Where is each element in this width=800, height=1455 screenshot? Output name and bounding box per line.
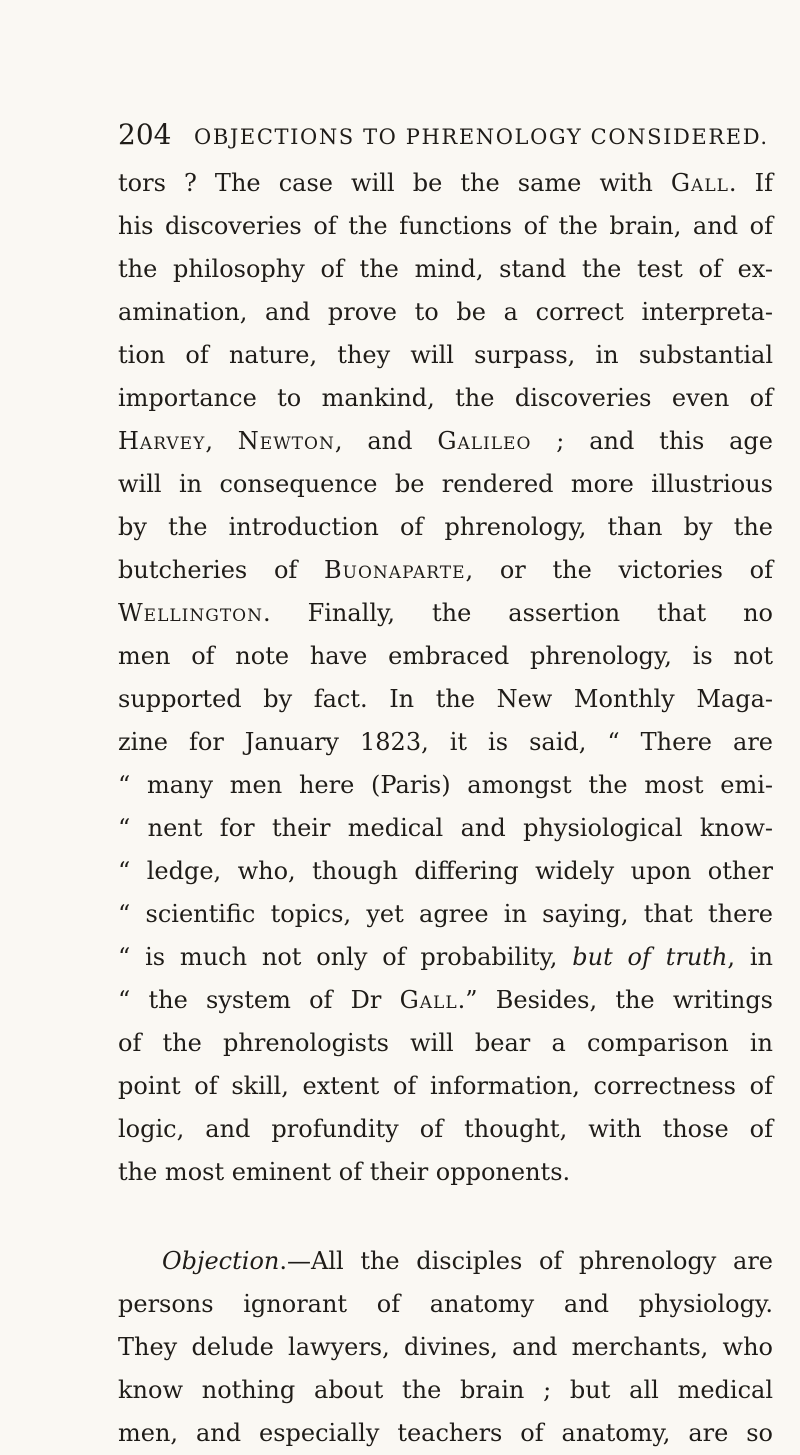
text-line: Harvey, Newton, and Galileo ; and this age (118, 427, 773, 455)
page-number: 204 (118, 118, 172, 151)
text-line: zine for January 1823, it is said, “ There are (118, 728, 773, 756)
text-line: by the introduction of phrenology, than by the (118, 513, 773, 541)
quote-line: “ nent for their medical and physiological know- (118, 814, 773, 842)
text-line: Wellington. Finally, the assertion that no (118, 599, 773, 627)
text-line: They delude lawyers, divines, and merchants, who (118, 1333, 773, 1361)
text-line: of the phrenologists will bear a comparison in (118, 1029, 773, 1057)
running-title: OBJECTIONS TO PHRENOLOGY CONSIDERED. (194, 125, 769, 149)
text-line: Objection.—All the disciples of phrenology are (162, 1247, 773, 1275)
text-line: tion of nature, they will surpass, in substantial (118, 341, 773, 369)
text-line: amination, and prove to be a correct interpreta- (118, 298, 773, 326)
name-gall: Gall (670, 169, 729, 197)
text-line: butcheries of Buonaparte, or the victories of (118, 556, 773, 584)
name-buonaparte: Buonaparte (324, 556, 466, 584)
running-header (118, 118, 769, 151)
name-wellington: Wellington (118, 599, 263, 627)
name-gall: Gall (399, 986, 458, 1014)
quote-line: “ scientific topics, yet agree in saying, that there (118, 900, 773, 928)
body-text (118, 162, 773, 1455)
text-line: point of skill, extent of information, correctness of (118, 1072, 773, 1100)
quote-line: “ ledge, who, though differing widely upon other (118, 857, 773, 885)
quote-line: “ many men here (Paris) amongst the most emi- (118, 771, 773, 799)
objection-label: Objection (162, 1247, 280, 1275)
name-newton: Newton (237, 427, 335, 455)
text-line: the most eminent of their opponents. (118, 1158, 571, 1186)
text-line: know nothing about the brain ; but all medical (118, 1376, 773, 1404)
text-line: importance to mankind, the discoveries even of (118, 384, 773, 412)
text-line: logic, and profundity of thought, with those of (118, 1115, 773, 1143)
text-line: men, and especially teachers of anatomy, are so (118, 1419, 773, 1447)
text-line: will in consequence be rendered more illustrious (118, 470, 773, 498)
emphasis-text: but of truth (572, 943, 728, 971)
text-line: persons ignorant of anatomy and physiology. (118, 1290, 773, 1318)
quote-line: “ the system of Dr Gall.” Besides, the writings (118, 986, 773, 1014)
text-line: men of note have embraced phrenology, is not (118, 642, 773, 670)
text-line: the philosophy of the mind, stand the test of ex- (118, 255, 773, 283)
text-line: his discoveries of the functions of the brain, and of (118, 212, 773, 240)
text-line: tors ? The case will be the same with Gall. If (118, 169, 773, 197)
name-galileo: Galileo (437, 427, 532, 455)
name-harvey: Harvey (118, 427, 206, 455)
text-line: supported by fact. In the New Monthly Maga- (118, 685, 773, 713)
quote-line: “ is much not only of probability, but of truth, in (118, 943, 774, 971)
